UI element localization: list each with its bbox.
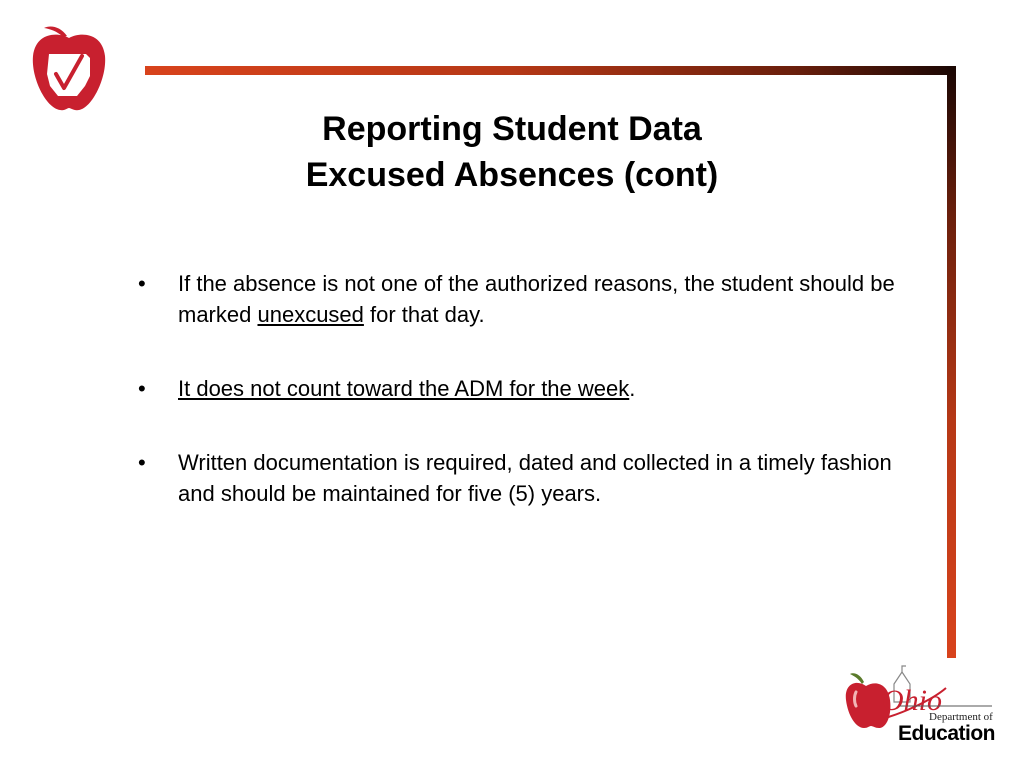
- bullet-item: [138, 373, 928, 404]
- department-label: Department of: [929, 711, 993, 723]
- top-frame-bar: [145, 66, 956, 75]
- apple-checkmark-logo-icon: [30, 24, 108, 114]
- bullet-text-end: for that day.: [363, 302, 485, 327]
- title-line-2: Excused Absences (cont): [305, 156, 719, 194]
- bullet-text: If the absence is not one of the authorized reasons, the student should be marked: [178, 271, 895, 327]
- bullet-marker: •: [138, 376, 146, 401]
- bullet-text: Written documentation is required, dated and collected in a timely fashion and should be maintained for five (5) years.: [178, 450, 892, 506]
- slide-title: [200, 106, 824, 198]
- bullet-underlined-text: It does not count toward the ADM for the week: [178, 376, 630, 401]
- bullet-item: [138, 447, 928, 509]
- bullet-item: [138, 268, 928, 330]
- title-line-1: Reporting Student Data: [322, 110, 702, 148]
- bullet-underlined-text: unexcused: [257, 302, 364, 327]
- bullet-text-end: .: [629, 376, 636, 401]
- bullet-list: [138, 268, 928, 552]
- bullet-marker: •: [138, 271, 146, 296]
- bullet-marker: •: [138, 450, 146, 475]
- ohio-wordmark: Ohio: [882, 684, 942, 717]
- right-frame-bar: [947, 66, 956, 658]
- education-label: Education: [898, 722, 996, 745]
